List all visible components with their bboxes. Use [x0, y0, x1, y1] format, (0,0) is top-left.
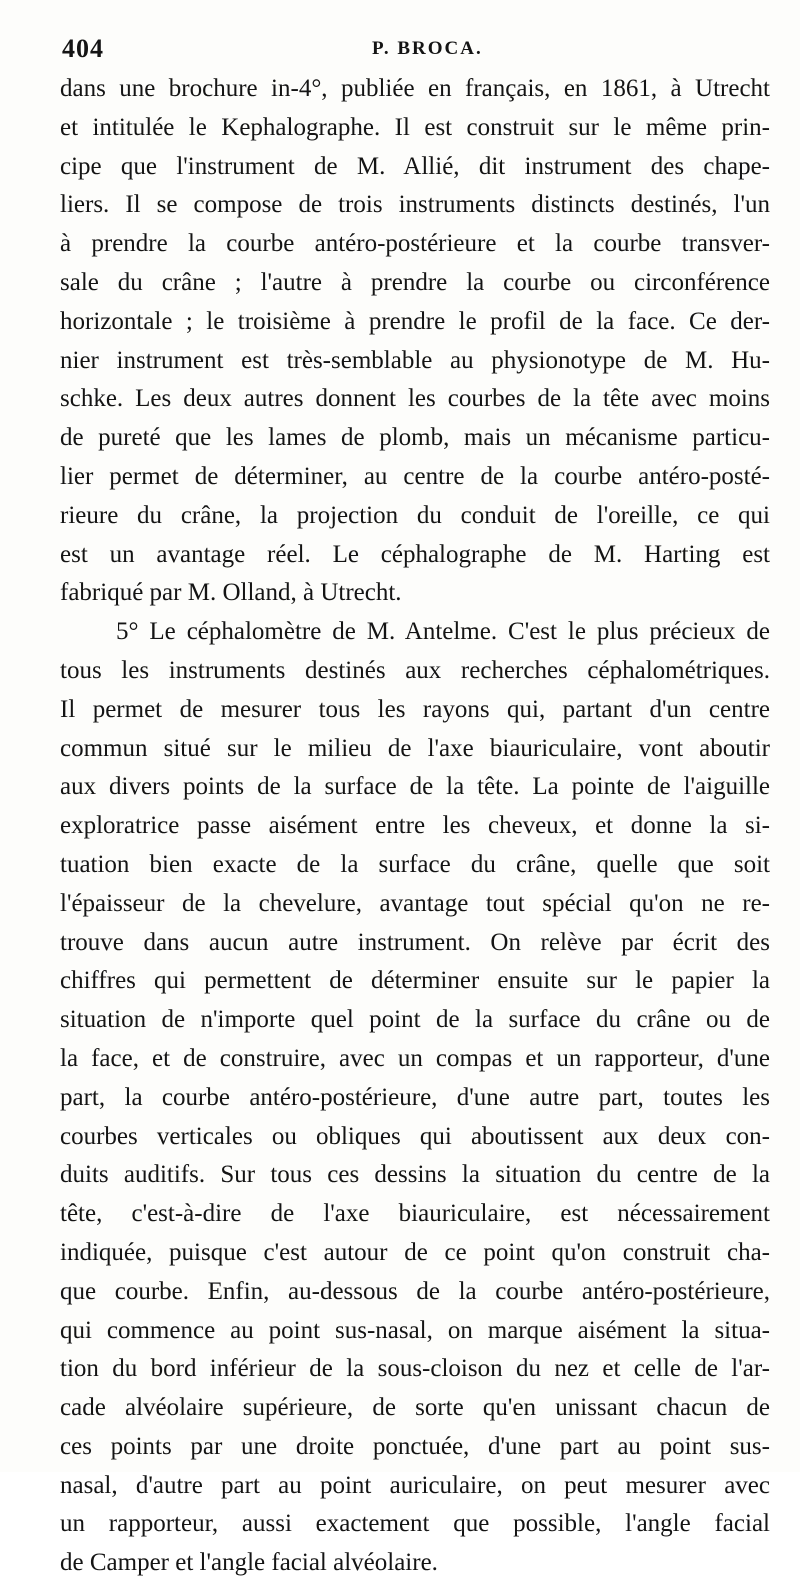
text-line: tion du bord inférieur de la sous-cloison du nez et celle de l'ar- — [60, 1355, 770, 1383]
text-line: schke. Les deux autres donnent les courbes de la tête avec moins — [60, 385, 770, 413]
text-line: de pureté que les lames de plomb, mais un mécanisme particu- — [60, 424, 770, 452]
text-line: Il permet de mesurer tous les rayons qui, partant d'un centre — [60, 695, 770, 723]
text-line: nasal, d'autre part au point auriculaire, on peut mesurer avec — [60, 1471, 770, 1499]
text-line: commun situé sur le milieu de l'axe biauriculaire, vont aboutir — [60, 734, 770, 762]
text-line: aux divers points de la surface de la tête. La pointe de l'aiguille — [60, 773, 770, 801]
text-line: ces points par une droite ponctuée, d'une part au point sus- — [60, 1432, 770, 1460]
text-line: un rapporteur, aussi exactement que possible, l'angle facial — [60, 1510, 770, 1538]
text-line: sale du crâne ; l'autre à prendre la courbe ou circonférence — [60, 268, 770, 296]
text-line: à prendre la courbe antéro-postérieure et la courbe transver- — [60, 230, 770, 258]
page-number: 404 — [62, 34, 104, 63]
text-line: duits auditifs. Sur tous ces dessins la situation du centre de la — [60, 1161, 770, 1189]
text-line: tête, c'est-à-dire de l'axe biauriculaire, est nécessairement — [60, 1200, 770, 1228]
text-line: de Camper et l'angle facial alvéolaire. — [60, 1549, 438, 1577]
text-line: qui commence au point sus-nasal, on marque aisément la situa- — [60, 1316, 770, 1344]
text-line: 5° Le céphalomètre de M. Antelme. C'est le plus précieux de — [116, 618, 770, 646]
text-line: situation de n'importe quel point de la surface du crâne ou de — [60, 1006, 770, 1034]
text-line: nier instrument est très-semblable au physionotype de M. Hu- — [60, 346, 770, 374]
text-line: la face, et de construire, avec un compas et un rapporteur, d'une — [60, 1044, 770, 1072]
text-line: est un avantage réel. Le céphalographe de M. Harting est — [60, 540, 770, 568]
text-line: indiquée, puisque c'est autour de ce point qu'on construit cha- — [60, 1238, 770, 1266]
text-line: horizontale ; le troisième à prendre le profil de la face. Ce der- — [60, 307, 770, 335]
text-line: trouve dans aucun autre instrument. On relève par écrit des — [60, 928, 770, 956]
text-line: que courbe. Enfin, au-dessous de la courbe antéro-postérieure, — [60, 1277, 770, 1305]
text-line: l'épaisseur de la chevelure, avantage tout spécial qu'on ne re- — [60, 889, 770, 917]
text-line: part, la courbe antéro-postérieure, d'une autre part, toutes les — [60, 1083, 770, 1111]
text-line: lier permet de déterminer, au centre de la courbe antéro-posté- — [60, 462, 770, 490]
text-line: fabriqué par M. Olland, à Utrecht. — [60, 579, 402, 607]
text-line: tous les instruments destinés aux recherches céphalométriques. — [60, 656, 770, 684]
text-line: rieure du crâne, la projection du conduit de l'oreille, ce qui — [60, 501, 770, 529]
text-line: exploratrice passe aisément entre les cheveux, et donne la si- — [60, 812, 770, 840]
text-line: et intitulée le Kephalographe. Il est construit sur le même prin- — [60, 113, 770, 141]
text-line: chiffres qui permettent de déterminer ensuite sur le papier la — [60, 967, 770, 995]
text-line: cade alvéolaire supérieure, de sorte qu'en unissant chacun de — [60, 1394, 770, 1422]
body-text — [60, 70, 770, 1583]
text-line: liers. Il se compose de trois instruments distincts destinés, l'un — [60, 191, 770, 219]
text-line: courbes verticales ou obliques qui aboutissent aux deux con- — [60, 1122, 770, 1150]
text-line: dans une brochure in-4°, publiée en français, en 1861, à Utrecht — [60, 75, 770, 102]
text-line: cipe que l'instrument de M. Allié, dit instrument des chape- — [60, 152, 770, 180]
running-head-author: P. BROCA. — [372, 38, 483, 59]
text-line: tuation bien exacte de la surface du crâne, quelle que soit — [60, 850, 770, 878]
running-head — [62, 34, 768, 64]
